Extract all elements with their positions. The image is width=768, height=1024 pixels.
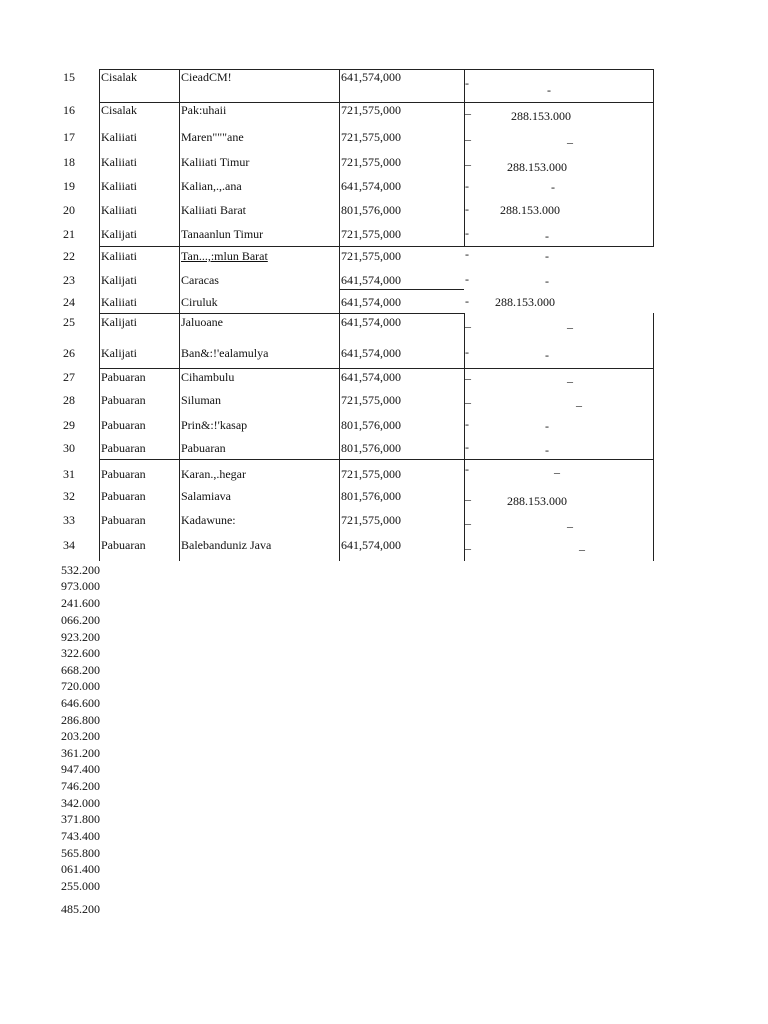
remainder-value: 342.000 — [61, 796, 100, 810]
district-cell: Kaliiati — [101, 179, 137, 193]
extra-cell: - — [547, 83, 551, 97]
table-rule — [99, 246, 654, 247]
dash-cell: – — [465, 157, 471, 171]
extra-cell: 288.153.000 — [507, 494, 567, 508]
dash-cell: – — [465, 106, 471, 120]
row-number: 29 — [63, 418, 75, 432]
extra-cell: – — [567, 135, 573, 149]
amount-cell: 721,575,000 — [341, 467, 401, 481]
amount-cell: 721,575,000 — [341, 130, 401, 144]
dash-cell: - — [465, 294, 469, 308]
extra-cell: 288.153.000 — [495, 295, 555, 309]
district-cell: Pabuaran — [101, 538, 146, 552]
extra-cell: 288.153.000 — [500, 203, 560, 217]
village-cell: Jaluoane — [181, 315, 223, 329]
row-number: 28 — [63, 393, 75, 407]
remainder-value: 322.600 — [61, 646, 100, 660]
amount-cell: 641,574,000 — [341, 346, 401, 360]
row-number: 34 — [63, 538, 75, 552]
amount-cell: 641,574,000 — [341, 315, 401, 329]
dash-cell: – — [465, 132, 471, 146]
district-cell: Cisalak — [101, 70, 137, 84]
extra-cell: – — [567, 519, 573, 533]
amount-cell: 721,575,000 — [341, 249, 401, 263]
village-cell: Siluman — [181, 393, 222, 407]
dash-cell: - — [465, 76, 469, 90]
dash-cell: – — [465, 492, 471, 506]
district-cell: Kalijati — [101, 227, 137, 241]
district-cell: Kaliiati — [101, 203, 137, 217]
remainder-value: 668.200 — [61, 663, 100, 677]
dash-cell: - — [465, 417, 469, 431]
village-cell: Salamiava — [181, 489, 231, 503]
extra-cell: – — [567, 374, 573, 388]
row-number: 32 — [63, 489, 75, 503]
row-number: 27 — [63, 370, 75, 384]
amount-cell: 641,574,000 — [341, 179, 401, 193]
row-number: 33 — [63, 513, 75, 527]
dash-cell: - — [465, 440, 469, 454]
remainder-value: 066.200 — [61, 613, 100, 627]
remainder-value: 286.800 — [61, 713, 100, 727]
district-cell: Pabuaran — [101, 370, 146, 384]
amount-cell: 641,574,000 — [341, 295, 401, 309]
row-number: 22 — [63, 249, 75, 263]
remainder-value: 947.400 — [61, 762, 100, 776]
dash-cell: – — [465, 516, 471, 530]
amount-cell: 801,576,000 — [341, 203, 401, 217]
village-cell: Pak:uhaii — [181, 103, 227, 117]
district-cell: Kaliiati — [101, 155, 137, 169]
extra-cell: – — [579, 542, 585, 556]
row-number: 31 — [63, 467, 75, 481]
table-rule — [653, 69, 654, 247]
amount-cell: 801,576,000 — [341, 418, 401, 432]
remainder-value: 061.400 — [61, 862, 100, 876]
village-cell: Caracas — [181, 273, 219, 287]
extra-cell: 288.153.000 — [507, 160, 567, 174]
village-cell: Ciruluk — [181, 295, 218, 309]
extra-cell: - — [545, 443, 549, 457]
district-cell: Pabuaran — [101, 418, 146, 432]
dash-cell: - — [465, 247, 469, 261]
remainder-value: 973.000 — [61, 579, 100, 593]
village-cell: Maren"""ane — [181, 130, 244, 144]
extra-cell: - — [551, 180, 555, 194]
table-rule — [99, 69, 100, 561]
remainder-value: 923.200 — [61, 630, 100, 644]
district-cell: Kalijati — [101, 273, 137, 287]
remainder-value: 361.200 — [61, 746, 100, 760]
remainder-value: 241.600 — [61, 596, 100, 610]
amount-cell: 801,576,000 — [341, 489, 401, 503]
amount-cell: 641,574,000 — [341, 273, 401, 287]
row-number: 19 — [63, 179, 75, 193]
remainder-value: 746.200 — [61, 779, 100, 793]
village-cell: Balebanduniz Java — [181, 538, 272, 552]
village-cell: Kaliiati Barat — [181, 203, 246, 217]
dash-cell: - — [465, 462, 469, 476]
village-cell: Tan...,:mlun Barat — [181, 249, 268, 263]
row-number: 21 — [63, 227, 75, 241]
amount-cell: 721,575,000 — [341, 103, 401, 117]
table-rule — [653, 313, 654, 561]
extra-cell: - — [545, 348, 549, 362]
district-cell: Pabuaran — [101, 513, 146, 527]
extra-cell: - — [545, 229, 549, 243]
amount-cell: 721,575,000 — [341, 227, 401, 241]
district-cell: Kalijati — [101, 315, 137, 329]
village-cell: Cihambulu — [181, 370, 235, 384]
dash-cell: - — [465, 226, 469, 240]
remainder-value: 255.000 — [61, 879, 100, 893]
district-cell: Pabuaran — [101, 441, 146, 455]
row-number: 30 — [63, 441, 75, 455]
village-cell: Prin&:!'kasap — [181, 418, 248, 432]
district-cell: Kaliiati — [101, 249, 137, 263]
amount-cell: 721,575,000 — [341, 155, 401, 169]
row-number: 16 — [63, 103, 75, 117]
extra-cell: – — [567, 320, 573, 334]
dash-cell: – — [465, 319, 471, 333]
remainder-value: 646.600 — [61, 696, 100, 710]
district-cell: Pabuaran — [101, 467, 146, 481]
row-number: 26 — [63, 346, 75, 360]
extra-cell: - — [545, 249, 549, 263]
row-number: 17 — [63, 130, 75, 144]
remainder-value: 203.200 — [61, 729, 100, 743]
village-cell: Kaliiati Timur — [181, 155, 250, 169]
district-cell: Kalijati — [101, 346, 137, 360]
remainder-value: 532.200 — [61, 563, 100, 577]
dash-cell: - — [465, 202, 469, 216]
district-cell: Pabuaran — [101, 393, 146, 407]
amount-cell: 801,576,000 — [341, 441, 401, 455]
dash-cell: – — [465, 395, 471, 409]
extra-cell: – — [554, 465, 560, 479]
remainder-value: 720.000 — [61, 679, 100, 693]
row-number: 25 — [63, 315, 75, 329]
remainder-value: 565.800 — [61, 846, 100, 860]
row-number: 20 — [63, 203, 75, 217]
village-cell: Ban&:!'ealamulya — [181, 346, 269, 360]
village-cell: Pabuaran — [181, 441, 226, 455]
district-cell: Cisalak — [101, 103, 137, 117]
table-rule — [99, 368, 654, 369]
table-rule — [99, 459, 654, 460]
dash-cell: – — [465, 371, 471, 385]
amount-cell: 641,574,000 — [341, 370, 401, 384]
table-rule — [179, 69, 180, 561]
dash-cell: - — [465, 179, 469, 193]
village-cell: Tanaanlun Timur — [181, 227, 264, 241]
district-cell: Kaliiati — [101, 295, 137, 309]
row-number: 23 — [63, 273, 75, 287]
table-rule — [339, 289, 464, 290]
extra-cell: - — [545, 419, 549, 433]
extra-cell: – — [576, 398, 582, 412]
amount-cell: 641,574,000 — [341, 70, 401, 84]
dash-cell: – — [465, 541, 471, 555]
remainder-value: 485.200 — [61, 902, 100, 916]
extra-cell: 288.153.000 — [511, 109, 571, 123]
amount-cell: 721,575,000 — [341, 393, 401, 407]
row-number: 15 — [63, 70, 75, 84]
row-number: 18 — [63, 155, 75, 169]
amount-cell: 721,575,000 — [341, 513, 401, 527]
village-cell: CieadCM! — [181, 70, 232, 84]
remainder-value: 743.400 — [61, 829, 100, 843]
village-cell: Karan.,.hegar — [181, 467, 246, 481]
village-cell: Kalian,.,.ana — [181, 179, 242, 193]
dash-cell: - — [465, 272, 469, 286]
table-rule — [99, 313, 465, 314]
remainder-value: 371.800 — [61, 812, 100, 826]
table-rule — [339, 69, 340, 561]
district-cell: Pabuaran — [101, 489, 146, 503]
amount-cell: 641,574,000 — [341, 538, 401, 552]
extra-cell: - — [545, 274, 549, 288]
row-number: 24 — [63, 295, 75, 309]
village-cell: Kadawune: — [181, 513, 236, 527]
dash-cell: - — [465, 345, 469, 359]
district-cell: Kaliiati — [101, 130, 137, 144]
